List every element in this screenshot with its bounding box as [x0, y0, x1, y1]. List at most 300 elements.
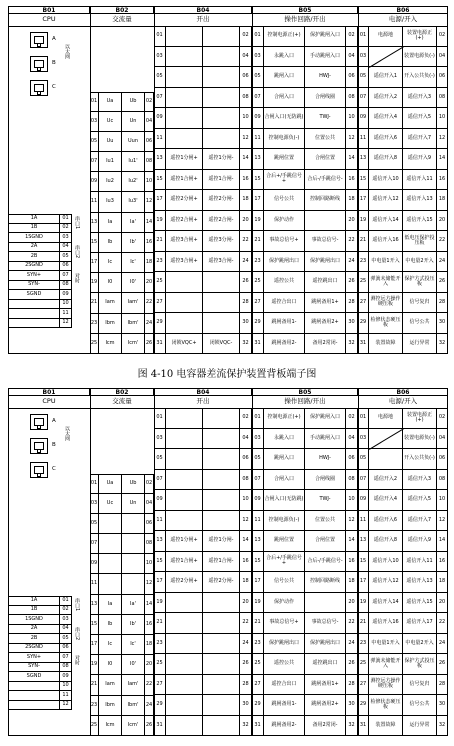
b06-signal-label: 遥信开入2 — [369, 470, 403, 491]
b04-signal-label — [203, 408, 240, 429]
b05-signal-label: 跳闸备用1- — [264, 695, 305, 716]
b05-signal-label: 永跳入口 — [264, 47, 305, 68]
cpu-terminal-number: 06 — [60, 262, 72, 272]
b05-terminal-number: 32 — [346, 334, 358, 355]
ac-terminal-number: 08 — [145, 534, 154, 554]
ac-signal-label: Uun — [122, 132, 145, 152]
b04-signal-label — [203, 675, 240, 696]
column-header: B02 — [90, 388, 154, 396]
b05-terminal-number: 23 — [252, 252, 264, 273]
b04-terminal-number: 32 — [240, 334, 252, 355]
b04-signal-label — [166, 490, 203, 511]
b04-signal-label — [203, 593, 240, 614]
cpu-terminal-label: 2A — [8, 243, 60, 253]
b06-terminal-number: 29 — [358, 695, 369, 716]
b04-terminal-number: 24 — [240, 634, 252, 655]
b05-terminal-number: 05 — [252, 449, 264, 470]
ac-signal-label: Ic' — [122, 253, 145, 273]
ethernet-port-icon — [30, 56, 48, 72]
cpu-terminal-label — [8, 691, 60, 701]
ac-terminal-number: 05 — [90, 514, 99, 534]
ac-signal-label: Ic — [99, 253, 122, 273]
ac-terminal-number: 12 — [145, 192, 154, 212]
terminal-diagram-1 — [8, 6, 448, 354]
b05-signal-label: TWJ- — [305, 490, 346, 511]
ac-signal-label: Ic — [99, 635, 122, 655]
b05-terminal-number: 21 — [252, 613, 264, 634]
b04-terminal-number: 08 — [240, 88, 252, 109]
b05-signal-label: 合后+/手跳信号+ — [264, 170, 305, 191]
cpu-terminal-label: 1B — [8, 606, 60, 616]
cpu-terminal-number: 11 — [60, 309, 72, 319]
b04-signal-label — [166, 129, 203, 150]
b06-signal-label: 遥信开入11 — [403, 552, 437, 573]
ac-signal-label: Ua — [99, 92, 122, 112]
b05-signal-label: 跳闸入口 — [264, 67, 305, 88]
b06-signal-label: 装置故障 — [369, 716, 403, 737]
b05-terminal-number: 15 — [252, 170, 264, 191]
b06-signal-label: 中电量2开入 — [403, 252, 437, 273]
b04-terminal-number: 06 — [240, 449, 252, 470]
ac-terminal-number: 23 — [90, 314, 99, 334]
b04-signal-label — [166, 593, 203, 614]
b04-terminal-number: 30 — [240, 313, 252, 334]
b06-terminal-number: 28 — [437, 675, 448, 696]
b06-terminal-number: 28 — [437, 293, 448, 314]
b04-terminal-number: 01 — [154, 408, 166, 429]
b04-terminal-number: 18 — [240, 190, 252, 211]
cpu-terminal-label: 2B — [8, 634, 60, 644]
ac-terminal-number: 25 — [90, 716, 99, 736]
b06-terminal-number: 26 — [437, 272, 448, 293]
b06-signal-label: 遥信开入14 — [369, 211, 403, 232]
ac-signal-label — [99, 554, 122, 574]
b05-signal-label: 保护跳闸入口 — [305, 26, 346, 47]
cpu-terminal-label — [8, 319, 60, 329]
cpu-terminal-label — [8, 300, 60, 310]
b04-signal-label: 遥控1分闸+ — [166, 531, 203, 552]
ac-signal-label: Icm — [99, 716, 122, 736]
b06-signal-label: 遥信开入15 — [403, 593, 437, 614]
b04-signal-label — [166, 695, 203, 716]
b05-signal-label: 跳闸位置 — [264, 531, 305, 552]
b06-terminal-number: 29 — [358, 313, 369, 334]
cpu-terminal-number: 09 — [60, 672, 72, 682]
b04-terminal-number: 14 — [240, 149, 252, 170]
b04-terminal-number: 17 — [154, 190, 166, 211]
b05-signal-label: HWJ- — [305, 67, 346, 88]
cpu-terminal-number: 08 — [60, 663, 72, 673]
b05-signal-label: 保护跳闸出口 — [264, 634, 305, 655]
b05-signal-label: 控制回路断线 — [305, 190, 346, 211]
ac-terminal-number: 19 — [90, 273, 99, 293]
b04-signal-label — [203, 26, 240, 47]
ac-signal-label: Ia' — [122, 595, 145, 615]
ac-signal-label: Iu1' — [122, 152, 145, 172]
b05-signal-label: 跳闸位置 — [264, 149, 305, 170]
b06-terminal-number: 07 — [358, 88, 369, 109]
ac-signal-label: Uc — [99, 112, 122, 132]
b05-signal-label: 保护跳闸入口 — [305, 408, 346, 429]
section-title: CPU — [42, 15, 56, 23]
b05-signal-label — [305, 211, 346, 232]
cpu-terminal-label: 1A — [8, 214, 60, 224]
cpu-terminal-label: SYN+ — [8, 271, 60, 281]
cpu-group-label: 串口1 — [74, 216, 80, 230]
ac-signal-label: I0 — [99, 273, 122, 293]
b04-signal-label — [166, 654, 203, 675]
b04-signal-label: 遥控3合闸+ — [166, 252, 203, 273]
ac-terminal-number: 24 — [145, 696, 154, 716]
b04-terminal-number: 22 — [240, 231, 252, 252]
b06-terminal-number: 31 — [358, 716, 369, 737]
b04-signal-label — [203, 695, 240, 716]
b04-terminal-number: 03 — [154, 47, 166, 68]
ac-signal-label: Ia — [99, 213, 122, 233]
ethernet-port-icon — [30, 462, 48, 478]
b05-signal-label: 手动跳闸入口 — [305, 429, 346, 450]
b05-signal-label: 合闸入口(无防跳) — [264, 108, 305, 129]
b06-signal-label — [369, 449, 403, 470]
ac-signal-label: Ib — [99, 615, 122, 635]
b04-terminal-number: 16 — [240, 552, 252, 573]
b05-terminal-number: 11 — [252, 129, 264, 150]
b05-terminal-number: 10 — [346, 108, 358, 129]
b04-terminal-number: 31 — [154, 334, 166, 355]
ac-signal-label: Uc — [99, 494, 122, 514]
b06-signal-label: 遥信开入3 — [403, 470, 437, 491]
b04-signal-label — [166, 67, 203, 88]
b05-terminal-number: 12 — [346, 511, 358, 532]
ac-signal-label — [122, 514, 145, 534]
b05-terminal-number: 22 — [346, 231, 358, 252]
b06-terminal-number: 01 — [358, 26, 369, 47]
b04-signal-label — [203, 47, 240, 68]
b04-signal-label — [166, 511, 203, 532]
b05-terminal-number: 16 — [346, 552, 358, 573]
b05-signal-label: 保护跳闸出口 — [305, 634, 346, 655]
ac-terminal-number: 26 — [145, 334, 154, 354]
ac-terminal-number: 16 — [145, 615, 154, 635]
b05-signal-label: 合后-/手跳信号- — [305, 170, 346, 191]
cpu-terminal-number: 08 — [60, 281, 72, 291]
b04-terminal-number: 11 — [154, 511, 166, 532]
b05-terminal-number: 31 — [252, 716, 264, 737]
b06-signal-label: 检修状态硬压板 — [369, 313, 403, 334]
cpu-terminal-label: 1B — [8, 224, 60, 234]
b06-signal-label: 遥信开入11 — [403, 170, 437, 191]
b04-signal-label — [203, 272, 240, 293]
ac-signal-label: Ia' — [122, 213, 145, 233]
b05-terminal-number: 20 — [346, 211, 358, 232]
cpu-group-label: 串口2 — [74, 626, 80, 640]
b04-terminal-number: 16 — [240, 170, 252, 191]
cpu-terminal-label — [8, 309, 60, 319]
cpu-terminal-label: 1SGND — [8, 233, 60, 243]
ac-terminal-number: 10 — [145, 172, 154, 192]
b06-terminal-number: 23 — [358, 252, 369, 273]
b05-signal-label: 保护跳闸出口 — [305, 252, 346, 273]
ac-terminal-number: 05 — [90, 132, 99, 152]
cpu-terminal-number: 04 — [60, 625, 72, 635]
b05-terminal-number: 25 — [252, 654, 264, 675]
b05-terminal-number: 06 — [346, 67, 358, 88]
ac-signal-label: Icm' — [122, 334, 145, 354]
b06-signal-label: 保护方式投压板 — [403, 654, 437, 675]
b04-terminal-number: 28 — [240, 675, 252, 696]
b06-signal-label: 中电量2开入 — [403, 634, 437, 655]
b04-signal-label: 遥控1合闸+ — [166, 552, 203, 573]
b05-signal-label: 遥控公共 — [264, 654, 305, 675]
section-title: 电源/开入 — [388, 15, 418, 23]
b04-signal-label: 遥控1分闸- — [203, 149, 240, 170]
b06-terminal-number: 24 — [437, 252, 448, 273]
ac-signal-label: Uu — [99, 132, 122, 152]
b06-signal-label: 遥信开入4 — [369, 490, 403, 511]
b05-terminal-number: 24 — [346, 252, 358, 273]
b06-signal-label: 遥信开入8 — [369, 531, 403, 552]
cpu-terminal-number: 02 — [60, 224, 72, 234]
b05-signal-label: 控制回路断线 — [305, 572, 346, 593]
ac-terminal-number: 13 — [90, 595, 99, 615]
ac-signal-label: I0' — [122, 655, 145, 675]
ac-signal-label: Ib — [99, 233, 122, 253]
b04-terminal-number: 23 — [154, 634, 166, 655]
b04-terminal-number: 01 — [154, 26, 166, 47]
b05-terminal-number: 02 — [346, 408, 358, 429]
ac-signal-label: Ibm — [99, 696, 122, 716]
b04-signal-label — [166, 88, 203, 109]
b04-terminal-number: 10 — [240, 490, 252, 511]
ethernet-port-label: C — [52, 84, 56, 90]
ac-terminal-number: 03 — [90, 112, 99, 132]
ac-terminal-number: 14 — [145, 595, 154, 615]
b06-terminal-number: 04 — [437, 429, 448, 450]
b05-terminal-number: 29 — [252, 695, 264, 716]
b06-terminal-number: 06 — [437, 67, 448, 88]
ethernet-port-icon — [30, 32, 48, 48]
b06-terminal-number: 03 — [358, 47, 369, 68]
b05-terminal-number: 25 — [252, 272, 264, 293]
b04-signal-label — [166, 313, 203, 334]
b04-signal-label: 遥控3分闸- — [203, 231, 240, 252]
b04-terminal-number: 04 — [240, 429, 252, 450]
b04-terminal-number: 25 — [154, 654, 166, 675]
figure-caption: 图 4-10 电容器差流保护装置背板端子图 — [137, 369, 317, 380]
b04-terminal-number: 06 — [240, 67, 252, 88]
terminal-diagram-2 — [8, 388, 448, 736]
b06-signal-label: 保护方式投压板 — [403, 272, 437, 293]
ac-terminal-number: 25 — [90, 334, 99, 354]
b04-signal-label — [203, 108, 240, 129]
ac-terminal-number: 21 — [90, 675, 99, 695]
cpu-terminal-number: 02 — [60, 606, 72, 616]
b04-terminal-number: 15 — [154, 552, 166, 573]
ethernet-port-label: A — [52, 36, 56, 42]
b06-signal-label: 信号公共 — [403, 695, 437, 716]
b04-terminal-number: 15 — [154, 170, 166, 191]
cpu-terminal-label: 2A — [8, 625, 60, 635]
b05-signal-label: 备用2常闭- — [305, 716, 346, 737]
ac-terminal-number: 13 — [90, 213, 99, 233]
b05-terminal-number: 08 — [346, 470, 358, 491]
b05-signal-label: 信号公共 — [264, 572, 305, 593]
ac-signal-label: Ua — [99, 474, 122, 494]
ac-terminal-number: 04 — [145, 112, 154, 132]
b06-signal-label: 测控远方操作硬压板 — [369, 675, 403, 696]
ac-terminal-number: 23 — [90, 696, 99, 716]
ac-terminal-number: 07 — [90, 152, 99, 172]
b06-signal-label: 遥信开入12 — [369, 190, 403, 211]
b04-signal-label — [203, 613, 240, 634]
b06-terminal-number: 27 — [358, 293, 369, 314]
ac-terminal-number: 17 — [90, 253, 99, 273]
ac-terminal-number: 18 — [145, 253, 154, 273]
b06-terminal-number: 12 — [437, 511, 448, 532]
ethernet-port-label: C — [52, 466, 56, 472]
b06-signal-label: 装置电源负(-) — [403, 47, 437, 68]
b05-signal-label: 跳闸备用2- — [264, 334, 305, 355]
b04-terminal-number: 28 — [240, 293, 252, 314]
b05-terminal-number: 26 — [346, 654, 358, 675]
cpu-terminal-number: 09 — [60, 290, 72, 300]
cpu-terminal-label: 2SGND — [8, 262, 60, 272]
b05-terminal-number: 03 — [252, 429, 264, 450]
b04-signal-label: 遥控2分闸- — [203, 572, 240, 593]
b06-terminal-number: 21 — [358, 613, 369, 634]
b04-terminal-number: 18 — [240, 572, 252, 593]
b05-signal-label: 遥控合出口 — [264, 675, 305, 696]
ac-terminal-number: 21 — [90, 293, 99, 313]
b06-signal-label: 遥信开入5 — [403, 490, 437, 511]
b06-signal-label: 遥信开入10 — [369, 552, 403, 573]
cpu-terminal-label: 2B — [8, 252, 60, 262]
ac-signal-label — [122, 534, 145, 554]
b05-signal-label: 合闸入口 — [264, 88, 305, 109]
b04-signal-label — [203, 716, 240, 737]
b05-signal-label: HWJ- — [305, 449, 346, 470]
b04-terminal-number: 24 — [240, 252, 252, 273]
b04-signal-label — [166, 272, 203, 293]
b06-signal-label: 遥信开入6 — [369, 129, 403, 150]
b04-terminal-number: 21 — [154, 231, 166, 252]
b06-signal-label: 信号复归 — [403, 293, 437, 314]
b06-terminal-number: 20 — [437, 593, 448, 614]
b06-terminal-number: 17 — [358, 190, 369, 211]
ac-terminal-number: 10 — [145, 554, 154, 574]
ac-signal-label: Un — [122, 112, 145, 132]
b06-signal-label: 遥信开入16 — [369, 613, 403, 634]
b06-signal-label: 遥信开入17 — [403, 613, 437, 634]
b04-terminal-number: 29 — [154, 313, 166, 334]
ac-signal-label: Ibm — [99, 314, 122, 334]
b05-terminal-number: 26 — [346, 272, 358, 293]
b06-signal-label: 运行异常 — [403, 716, 437, 737]
cpu-terminal-number: 01 — [60, 596, 72, 606]
b04-signal-label — [203, 293, 240, 314]
b04-signal-label — [166, 716, 203, 737]
ethernet-port-label: A — [52, 418, 56, 424]
ac-signal-label: Icm' — [122, 716, 145, 736]
b05-terminal-number: 19 — [252, 211, 264, 232]
ac-terminal-number: 20 — [145, 655, 154, 675]
b05-signal-label: 跳闸备用1+ — [305, 293, 346, 314]
b04-signal-label — [166, 108, 203, 129]
b06-terminal-number: 19 — [358, 211, 369, 232]
b06-signal-label: 遥信开入14 — [369, 593, 403, 614]
b06-signal-label: 弹簧未储能开入 — [369, 272, 403, 293]
b04-terminal-number: 05 — [154, 67, 166, 88]
b04-terminal-number: 27 — [154, 675, 166, 696]
ac-terminal-number: 04 — [145, 494, 154, 514]
b06-terminal-number: 16 — [437, 170, 448, 191]
cpu-terminal-number: 03 — [60, 233, 72, 243]
ac-terminal-number: 06 — [145, 514, 154, 534]
b06-terminal-number: 11 — [358, 511, 369, 532]
b04-signal-label — [166, 429, 203, 450]
b05-signal-label: 跳闸入口 — [264, 449, 305, 470]
b05-terminal-number: 13 — [252, 149, 264, 170]
b05-terminal-number: 13 — [252, 531, 264, 552]
b05-signal-label: 跳闸备用1- — [264, 313, 305, 334]
b04-signal-label — [203, 490, 240, 511]
ac-terminal-number: 09 — [90, 172, 99, 192]
b04-terminal-number: 21 — [154, 613, 166, 634]
b06-signal-label: 遥信开入9 — [403, 149, 437, 170]
b06-terminal-number: 22 — [437, 613, 448, 634]
cpu-group-label: 对时 — [74, 273, 80, 283]
b06-terminal-number: 08 — [437, 470, 448, 491]
ac-signal-label — [122, 574, 145, 594]
column-header: B05 — [252, 6, 358, 14]
ac-terminal-number: 11 — [90, 192, 99, 212]
b05-terminal-number: 09 — [252, 490, 264, 511]
b04-terminal-number: 10 — [240, 108, 252, 129]
b05-signal-label: 信号公共 — [264, 190, 305, 211]
b04-signal-label — [166, 293, 203, 314]
cpu-terminal-number: 12 — [60, 319, 72, 329]
b05-signal-label: 合闸入口 — [264, 470, 305, 491]
section-title: 电源/开入 — [388, 397, 418, 405]
ac-terminal-number: 09 — [90, 554, 99, 574]
ac-terminal-number: 17 — [90, 635, 99, 655]
ac-terminal-number: 02 — [145, 92, 154, 112]
section-title: 交流量 — [112, 15, 132, 23]
b05-signal-label: 跳闸备用1+ — [305, 675, 346, 696]
ac-signal-label: Ibm' — [122, 314, 145, 334]
b06-signal-label: 装置电源正(+) — [403, 26, 437, 47]
b06-signal-label: 电源地 — [369, 408, 403, 429]
ethernet-port-icon — [30, 438, 48, 454]
b05-signal-label: 位置公共 — [305, 511, 346, 532]
b06-terminal-number: 09 — [358, 108, 369, 129]
b05-terminal-number: 22 — [346, 613, 358, 634]
section-title: 开出 — [196, 15, 210, 23]
b06-terminal-number: 21 — [358, 231, 369, 252]
ac-signal-label: Ia — [99, 595, 122, 615]
b05-terminal-number: 29 — [252, 313, 264, 334]
cpu-terminal-label: SGND — [8, 290, 60, 300]
b05-terminal-number: 15 — [252, 552, 264, 573]
b06-signal-label: 遥信开入9 — [403, 531, 437, 552]
cpu-terminal-number: 06 — [60, 644, 72, 654]
ac-terminal-number: 08 — [145, 152, 154, 172]
b05-terminal-number: 20 — [346, 593, 358, 614]
column-header: B06 — [358, 6, 448, 14]
b04-signal-label: 遥控1合闸- — [203, 170, 240, 191]
ac-terminal-number: 02 — [145, 474, 154, 494]
b06-terminal-number: 15 — [358, 552, 369, 573]
